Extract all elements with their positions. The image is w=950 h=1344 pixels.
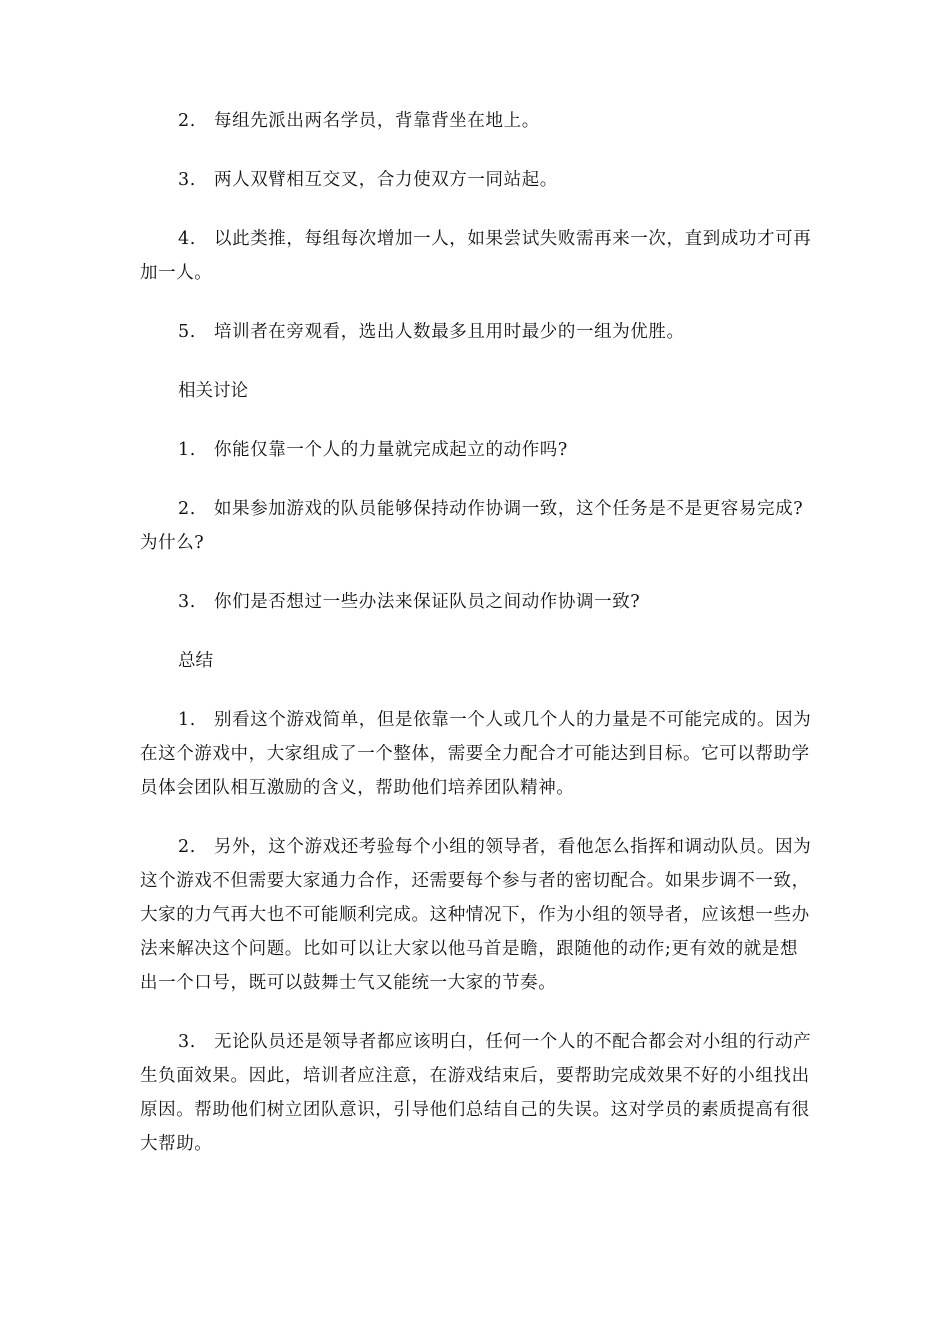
item-number: 2. [178, 837, 196, 857]
summary-item [140, 703, 812, 805]
item-text: 别看这个游戏简单，但是依靠一个人或几个人的力量是不可能完成的。因为在这个游戏中，大家组成了一个整体，需要全力配合才可能达到目标。它可以帮助学员体会团队相互激励的含义，帮助他们培养团队精神。 [140, 710, 812, 798]
section-heading-summary: 总结 [178, 651, 213, 671]
item-text: 两人双臂相互交叉，合力使双方一同站起。 [214, 170, 558, 190]
discussion-item [140, 433, 812, 467]
summary-item [140, 1025, 812, 1161]
item-text: 如果参加游戏的队员能够保持动作协调一致，这个任务是不是更容易完成?为什么? [140, 499, 804, 553]
step-item [140, 104, 812, 138]
item-text: 每组先派出两名学员，背靠背坐在地上。 [214, 111, 540, 131]
item-text: 另外，这个游戏还考验每个小组的领导者，看他怎么指挥和调动队员。因为这个游戏不但需要大家通力合作，还需要每个参与者的密切配合。如果步调不一致，大家的力气再大也不可能顺利完成。这种情况下，作为小组的领导者，应该想一些办法来解决这个问题。比如可以让大家以他马首是瞻，跟随他的动作;更有效的就是想出一个口号，既可以鼓舞士气又能统一大家的节奏。 [140, 837, 812, 993]
section-heading-discussion: 相关讨论 [178, 381, 248, 401]
item-number: 3. [178, 1032, 196, 1052]
item-number: 1. [178, 710, 196, 730]
item-text: 你们是否想过一些办法来保证队员之间动作协调一致? [214, 592, 641, 612]
item-number: 3. [178, 592, 196, 612]
step-item [140, 163, 812, 197]
step-item [140, 222, 812, 290]
item-number: 2. [178, 111, 196, 131]
discussion-item [140, 492, 812, 560]
discussion-item [140, 585, 812, 619]
item-text: 以此类推，每组每次增加一人，如果尝试失败需再来一次，直到成功才可再加一人。 [140, 229, 812, 283]
item-number: 3. [178, 170, 196, 190]
summary-item [140, 830, 812, 1000]
item-number: 4. [178, 229, 196, 249]
item-text: 无论队员还是领导者都应该明白，任何一个人的不配合都会对小组的行动产生负面效果。因此，培训者应注意，在游戏结束后，要帮助完成效果不好的小组找出原因。帮助他们树立团队意识，引导他们总结自己的失误。这对学员的素质提高有很大帮助。 [140, 1032, 812, 1154]
item-number: 1. [178, 440, 196, 460]
document-body [140, 104, 812, 1186]
item-number: 5. [178, 322, 196, 342]
item-number: 2. [178, 499, 196, 519]
item-text: 培训者在旁观看，选出人数最多且用时最少的一组为优胜。 [214, 322, 685, 342]
step-item [140, 315, 812, 349]
item-text: 你能仅靠一个人的力量就完成起立的动作吗? [214, 440, 568, 460]
